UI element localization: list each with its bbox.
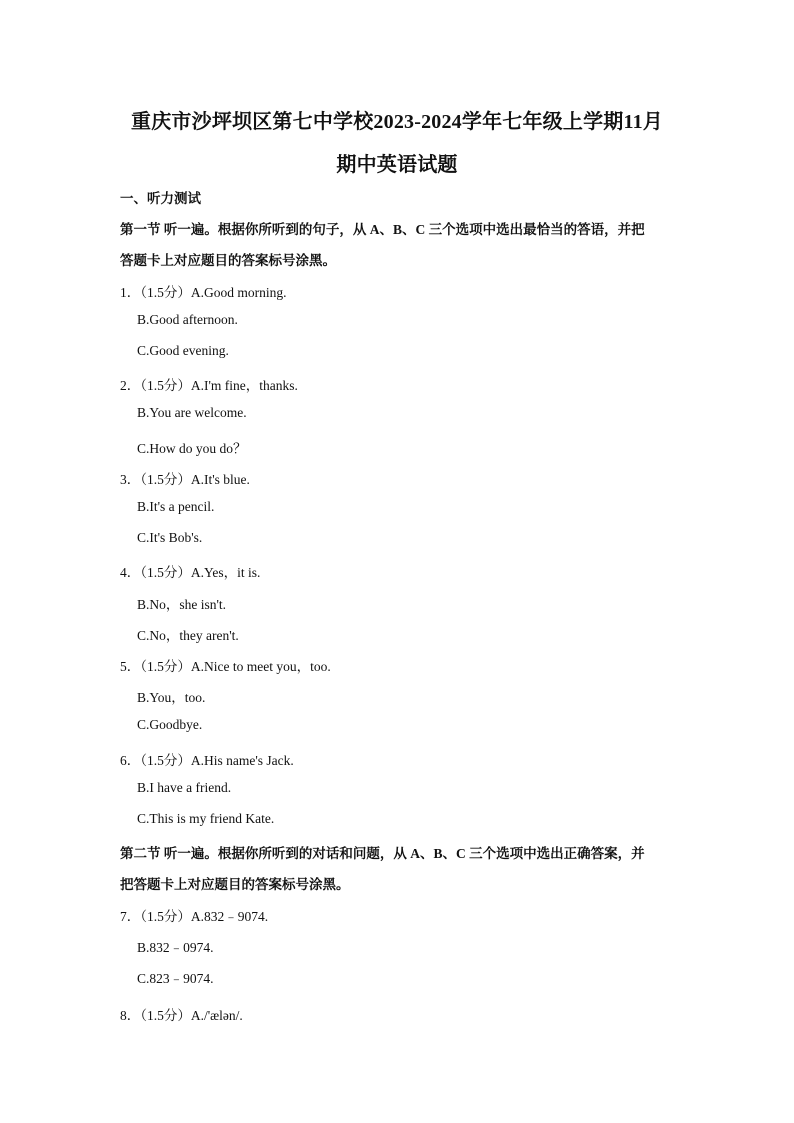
question-1-option-b: B.Good afternoon. bbox=[137, 312, 238, 327]
question-2-option-c: C.How do you do？ bbox=[137, 441, 247, 456]
question-4-option-b: B.No，she isn't. bbox=[137, 597, 227, 612]
part-one-instructions-line-1: 第一节 听一遍。根据你所听到的句子，从 A、B、C 三个选项中选出最恰当的答语，并把 bbox=[120, 222, 645, 237]
question-3-option-c: C.It's Bob's. bbox=[137, 530, 203, 545]
exam-title-line-1: 重庆市沙坪坝区第七中学校2023-2024学年七年级上学期11月 bbox=[131, 111, 663, 133]
question-1-stem: 1．（1.5分）A.Good morning. bbox=[120, 285, 287, 300]
section-heading-listening: 一、听力测试 bbox=[120, 191, 201, 206]
question-6-option-c: C.This is my friend Kate. bbox=[137, 811, 275, 826]
question-5-option-c: C.Goodbye. bbox=[137, 717, 203, 732]
question-8-stem: 8．（1.5分）A./'ælən/. bbox=[120, 1008, 243, 1023]
question-6-stem: 6．（1.5分）A.His name's Jack. bbox=[120, 753, 294, 768]
question-4-stem: 4．（1.5分）A.Yes，it is. bbox=[120, 565, 261, 580]
part-two-instructions-line-2: 把答题卡上对应题目的答案标号涂黑。 bbox=[120, 877, 350, 892]
question-6-option-b: B.I have a friend. bbox=[137, 780, 232, 795]
question-7-option-b: B.832﹣0974. bbox=[137, 940, 214, 955]
question-7-stem: 7．（1.5分）A.832﹣9074. bbox=[120, 909, 269, 924]
part-one-instructions-line-2: 答题卡上对应题目的答案标号涂黑。 bbox=[120, 253, 336, 268]
question-2-option-b: B.You are welcome. bbox=[137, 405, 247, 420]
question-3-option-b: B.It's a pencil. bbox=[137, 499, 215, 514]
question-5-option-b: B.You，too. bbox=[137, 690, 206, 705]
question-1-option-c: C.Good evening. bbox=[137, 343, 229, 358]
question-2-stem: 2．（1.5分）A.I'm fine，thanks. bbox=[120, 378, 298, 393]
question-5-stem: 5．（1.5分）A.Nice to meet you，too. bbox=[120, 659, 331, 674]
part-two-instructions-line-1: 第二节 听一遍。根据你所听到的对话和问题，从 A、B、C 三个选项中选出正确答案，并 bbox=[120, 846, 645, 861]
question-3-stem: 3．（1.5分）A.It's blue. bbox=[120, 472, 250, 487]
question-4-option-c: C.No，they aren't. bbox=[137, 628, 239, 643]
question-7-option-c: C.823﹣9074. bbox=[137, 971, 214, 986]
exam-title-line-2: 期中英语试题 bbox=[336, 154, 458, 176]
